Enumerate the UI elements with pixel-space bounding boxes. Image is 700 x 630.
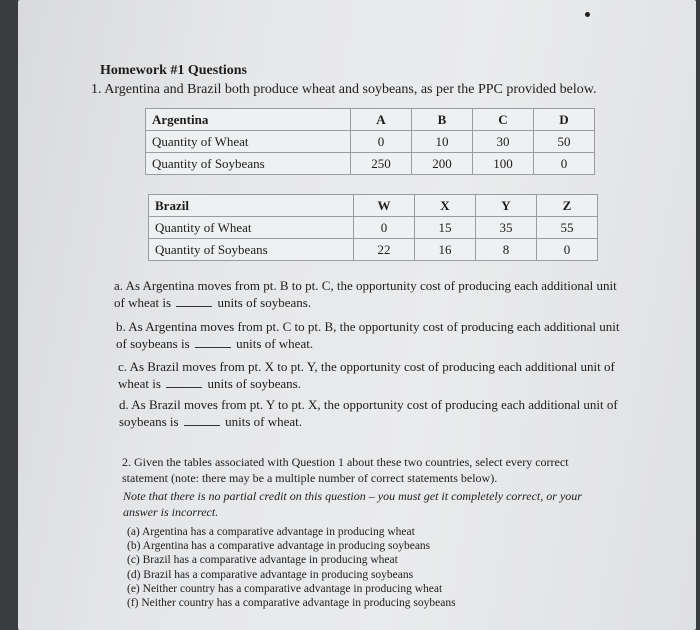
brazil-table xyxy=(148,194,598,261)
bullet-dot xyxy=(585,12,590,17)
table-cell: 8 xyxy=(476,239,537,261)
table-cell: 250 xyxy=(351,153,412,175)
table-cell: Quantity of Soybeans xyxy=(146,153,351,175)
table-cell: 100 xyxy=(473,153,534,175)
table-cell: C xyxy=(473,109,534,131)
table-row xyxy=(149,217,598,239)
subquestion-d xyxy=(119,396,629,430)
option-c[interactable]: (c) Brazil has a comparative advantage in producing wheat xyxy=(127,554,398,567)
table-cell: 0 xyxy=(351,131,412,153)
question-2-note: Note that there is no partial credit on this question – you must get it completely correct, or your answer is incorrect. xyxy=(123,489,582,519)
subquestion-a-text: a. As Argentina moves from pt. B to pt. C, the opportunity cost of producing each additional unit of wheat is xyxy=(114,278,617,310)
table-cell: 22 xyxy=(354,239,415,261)
question-2-text: 2. Given the tables associated with Question 1 about these two countries, select every correct statement (note: there may be a multiple number of correct statements below). xyxy=(122,455,569,485)
table-cell: 0 xyxy=(354,217,415,239)
option-e[interactable]: (e) Neither country has a comparative advantage in producing wheat xyxy=(127,582,443,595)
option-b[interactable]: (b) Argentina has a comparative advantage in producing soybeans xyxy=(127,540,431,553)
subquestion-c-unit: units of soybeans. xyxy=(207,376,301,391)
table-cell: 200 xyxy=(412,153,473,175)
table-cell: 0 xyxy=(534,153,595,175)
table-cell: X xyxy=(415,195,476,217)
table-row xyxy=(146,109,595,131)
table-cell: 30 xyxy=(473,131,534,153)
answer-blank-a[interactable] xyxy=(176,295,212,307)
table-cell: D xyxy=(534,109,595,131)
option-a[interactable]: (a) Argentina has a comparative advantage in producing wheat xyxy=(127,526,415,538)
table-cell: B xyxy=(412,109,473,131)
table-cell: Quantity of Wheat xyxy=(149,217,354,239)
table-cell: Quantity of Soybeans xyxy=(149,239,354,261)
subquestion-a-unit: units of soybeans. xyxy=(217,295,312,310)
table-cell: 15 xyxy=(415,217,476,239)
page-title: Homework #1 Questions xyxy=(100,63,247,78)
table-cell: 35 xyxy=(476,217,537,239)
table-cell: Z xyxy=(537,195,598,217)
subquestion-a xyxy=(114,277,624,311)
table-cell: 50 xyxy=(534,131,595,153)
argentina-table xyxy=(145,108,595,175)
option-f[interactable]: (f) Neither country has a comparative advantage in producing soybeans xyxy=(127,597,456,610)
options-list xyxy=(127,525,456,610)
table-cell: 16 xyxy=(415,239,476,261)
table-cell: 10 xyxy=(412,131,473,153)
question-1-text: 1. Argentina and Brazil both produce wheat and soybeans, as per the PPC provided below. xyxy=(91,82,597,97)
subquestion-b-text: b. As Argentina moves from pt. C to pt. B, the opportunity cost of producing each additional unit of soybeans is xyxy=(116,319,620,351)
table-cell: Argentina xyxy=(146,109,351,131)
subquestion-d-text: d. As Brazil moves from pt. Y to pt. X, the opportunity cost of producing each additional unit of soybeans is xyxy=(119,397,618,429)
subquestion-b xyxy=(116,318,626,352)
table-row xyxy=(146,131,595,153)
table-row xyxy=(149,239,598,261)
table-cell: Quantity of Wheat xyxy=(146,131,351,153)
table-row xyxy=(146,153,595,175)
table-cell: A xyxy=(351,109,412,131)
table-cell: W xyxy=(354,195,415,217)
table-row xyxy=(149,195,598,217)
table-cell: Brazil xyxy=(149,195,354,217)
answer-blank-c[interactable] xyxy=(166,376,202,388)
answer-blank-b[interactable] xyxy=(195,336,231,348)
table-cell: 55 xyxy=(537,217,598,239)
answer-blank-d[interactable] xyxy=(184,414,220,426)
option-d[interactable]: (d) Brazil has a comparative advantage in producing soybeans xyxy=(127,568,414,581)
table-cell: Y xyxy=(476,195,537,217)
subquestion-c-text: c. As Brazil moves from pt. X to pt. Y, the opportunity cost of producing each additional unit of wheat is xyxy=(118,359,615,391)
subquestion-b-unit: units of wheat. xyxy=(236,336,314,351)
subquestion-c xyxy=(118,358,628,392)
table-cell: 0 xyxy=(537,239,598,261)
subquestion-d-unit: units of wheat. xyxy=(225,414,302,429)
